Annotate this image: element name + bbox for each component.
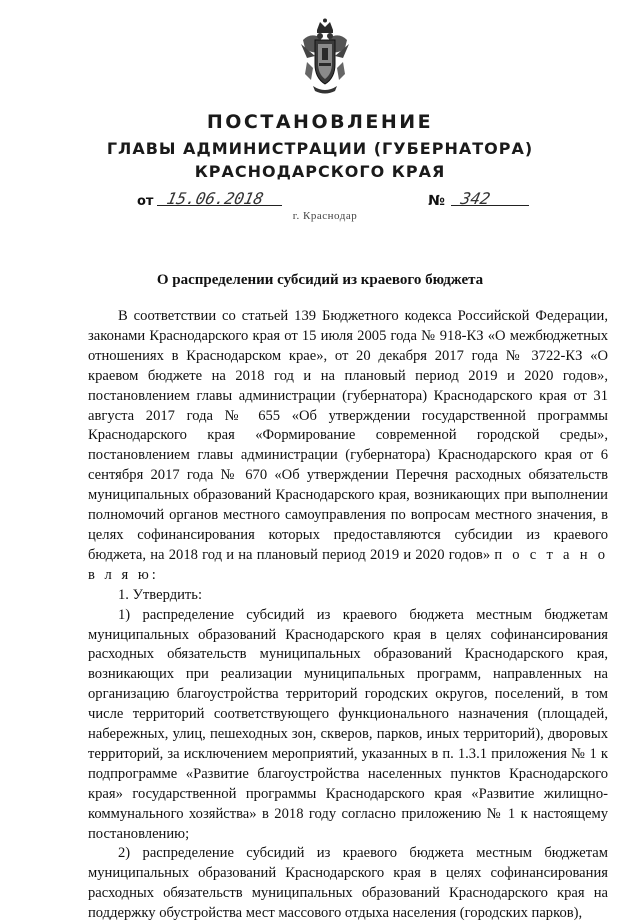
- subitem-2: 2) распределение субсидий из краевого бюджета местным бюджетам муниципальных образований Краснодарского края в целях софинансирования расходных обязательств муниципальных образований Краснодарского края на поддержку обустройства мест массового отдыха населения (городских парков),: [88, 845, 608, 922]
- document-title: О распределении субсидий из краевого бюджета: [156, 272, 484, 288]
- date-value: 15.06.2018: [164, 189, 266, 208]
- preamble-text: В соответствии со статьей 139 Бюджетного кодекса Российской Федерации, законами Краснодарского края от 15 июля 2005 года № 918-КЗ «О межбюджетных отношениях в Краснодарском крае», от 20 декабря 2017 года № 3722-КЗ «О краевом бюджете на 2018 год и на плановый период 2019 и 2020 годов», постановлением главы администрации (губернатора) Краснодарского края от 31 августа 2017 года № 655 «Об утверждении государственной программы Краснодарского края «Формирование современной городской среды», постановлением главы администрации (губернатора) Краснодарского края от 6 сентября 2017 года № 670 «Об утверждении Перечня расходных обязательств муниципальных образований Краснодарского края, возникающих при выполнении полномочий органов местного самоуправления по вопросам местного значения, в целях софинансирования которых предоставляются субсидии из краевого бюджета, на 2018 год и на плановый период 2019 и 2020 годов»: [88, 308, 608, 563]
- document-body: [88, 307, 608, 924]
- number-value: 342: [458, 189, 492, 208]
- date-label: от: [137, 194, 154, 209]
- doc-type-heading: ПОСТАНОВЛЕНИЕ: [206, 111, 434, 133]
- region-heading: КРАСНОДАРСКОГО КРАЯ: [194, 162, 446, 181]
- issuer-heading: ГЛАВЫ АДМИНИСТРАЦИИ (ГУБЕРНАТОРА): [106, 139, 534, 158]
- item-1: 1. Утвердить:: [118, 586, 203, 603]
- subitem-1: 1) распределение субсидий из краевого бюджета местным бюджетам муниципальных образований Краснодарского края в целях софинансирования расходных обязательств муниципальных образований Краснодарского края, возникающих при реализации муниципальных программ, направленных на организацию благоустройства территорий городских округов, поселений, в том числе территорий соответствующего функционального назначения (площадей, набережных, улиц, пешеходных зон, скверов, парков, иных территорий), дворовых территорий, за исключением мероприятий, указанных в п. 1.3.1 приложения № 1 к подпрограмме «Развитие благоустройства населенных пунктов Краснодарского края» государственной программы Краснодарского края «Развитие жилищно-коммунального хозяйства» в 2018 году согласно приложению № 1 к настоящему постановлению;: [88, 606, 608, 842]
- preamble-paragraph: [88, 307, 608, 586]
- coat-of-arms-icon: [297, 18, 353, 96]
- number-label: №: [428, 193, 445, 209]
- decree-word: п о с т а н о в л я ю:: [88, 546, 608, 583]
- city-name: г. Краснодар: [292, 210, 358, 222]
